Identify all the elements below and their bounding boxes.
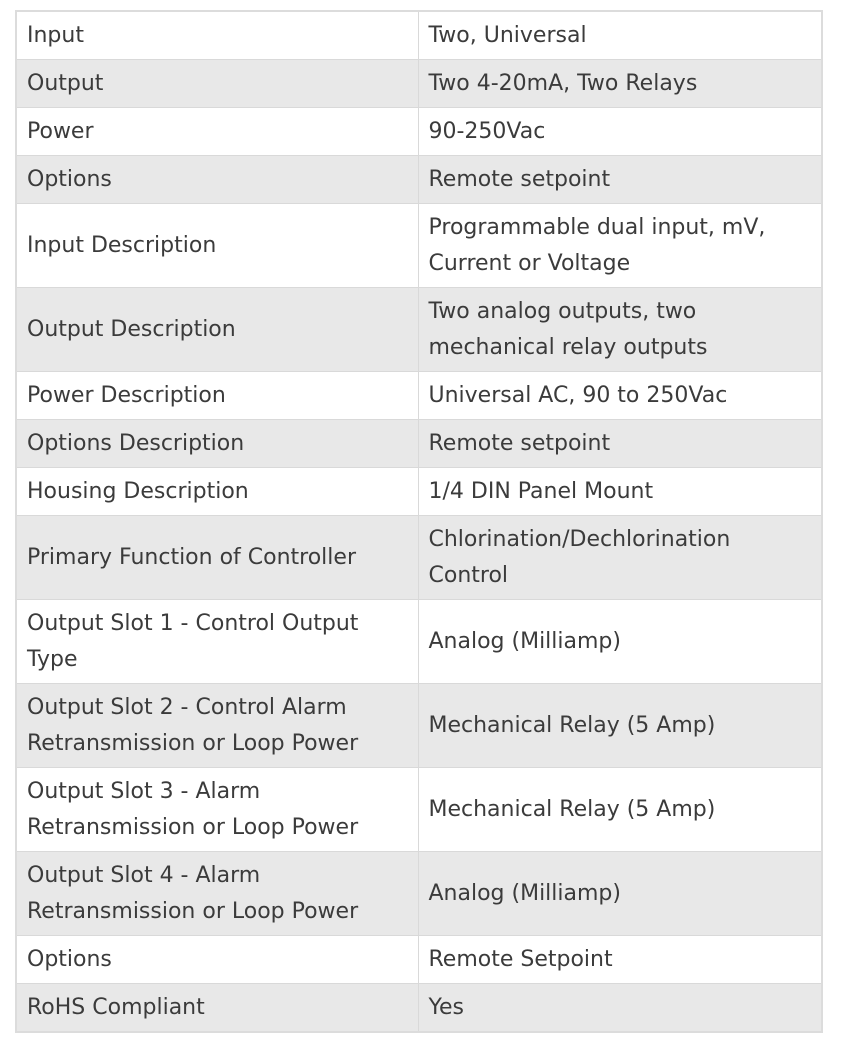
spec-value: Yes	[418, 984, 822, 1033]
table-row	[16, 852, 822, 936]
spec-label: Output Slot 4 - Alarm Retransmission or Loop Power	[16, 852, 418, 936]
table-row	[16, 420, 822, 468]
spec-value: Mechanical Relay (5 Amp)	[418, 684, 822, 768]
table-row	[16, 984, 822, 1033]
spec-value: Two analog outputs, two mechanical relay outputs	[418, 288, 822, 372]
spec-value: Mechanical Relay (5 Amp)	[418, 768, 822, 852]
spec-label: Options Description	[16, 420, 418, 468]
spec-value: Remote Setpoint	[418, 936, 822, 984]
table-row	[16, 684, 822, 768]
table-row	[16, 156, 822, 204]
spec-value: Two, Universal	[418, 11, 822, 60]
spec-label: Output	[16, 60, 418, 108]
spec-label: Options	[16, 936, 418, 984]
spec-label: Output Slot 2 - Control Alarm Retransmission or Loop Power	[16, 684, 418, 768]
table-row	[16, 204, 822, 288]
spec-value: Chlorination/Dechlorination Control	[418, 516, 822, 600]
spec-value: Analog (Milliamp)	[418, 600, 822, 684]
spec-label: Options	[16, 156, 418, 204]
table-row	[16, 60, 822, 108]
spec-value: 90-250Vac	[418, 108, 822, 156]
spec-value: Analog (Milliamp)	[418, 852, 822, 936]
table-row	[16, 600, 822, 684]
spec-value: Two 4-20mA, Two Relays	[418, 60, 822, 108]
spec-value: Programmable dual input, mV, Current or Voltage	[418, 204, 822, 288]
spec-label: Input	[16, 11, 418, 60]
table-row	[16, 768, 822, 852]
table-row	[16, 372, 822, 420]
table-row	[16, 108, 822, 156]
table-row	[16, 516, 822, 600]
spec-label: Input Description	[16, 204, 418, 288]
spec-value: Remote setpoint	[418, 156, 822, 204]
specifications-table	[15, 10, 823, 1033]
table-row	[16, 936, 822, 984]
spec-label: RoHS Compliant	[16, 984, 418, 1033]
spec-value: Remote setpoint	[418, 420, 822, 468]
spec-label: Power Description	[16, 372, 418, 420]
spec-label: Output Slot 3 - Alarm Retransmission or Loop Power	[16, 768, 418, 852]
spec-value: 1/4 DIN Panel Mount	[418, 468, 822, 516]
spec-label: Output Description	[16, 288, 418, 372]
table-row	[16, 11, 822, 60]
table-row	[16, 468, 822, 516]
table-row	[16, 288, 822, 372]
spec-label: Power	[16, 108, 418, 156]
spec-label: Primary Function of Controller	[16, 516, 418, 600]
spec-value: Universal AC, 90 to 250Vac	[418, 372, 822, 420]
spec-label: Output Slot 1 - Control Output Type	[16, 600, 418, 684]
spec-label: Housing Description	[16, 468, 418, 516]
